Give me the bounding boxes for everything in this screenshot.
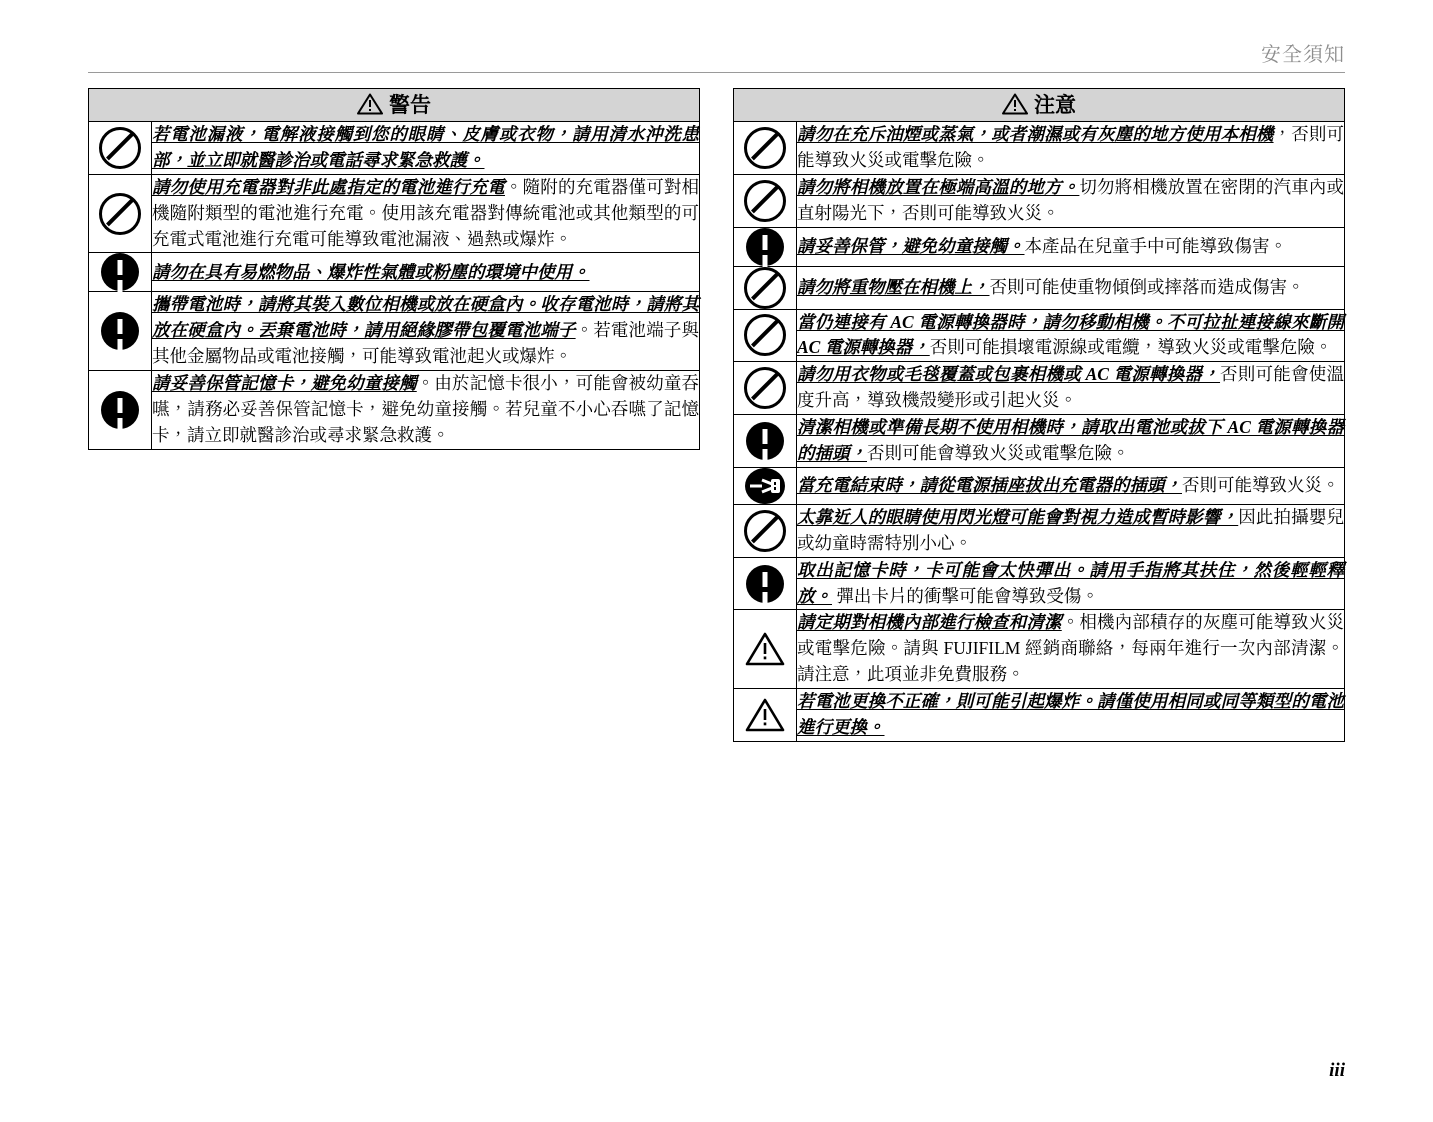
table-row: [734, 557, 1345, 610]
caution-bold-text: 太靠近人的眼睛使用閃光燈可能會對視力造成暫時影響，: [797, 506, 1239, 527]
warning-text-cell: [152, 122, 700, 175]
caution-table: [733, 88, 1345, 742]
warning-triangle-icon: [734, 689, 797, 742]
warning-triangle-icon: [357, 93, 383, 115]
caution-text-cell: [797, 266, 1345, 309]
caution-text-cell: [797, 362, 1345, 415]
table-row: [734, 610, 1345, 689]
caution-rest-text: 否則可能會導致火災或電擊危險。: [867, 443, 1130, 464]
prohibition-icon: [89, 174, 152, 253]
content-columns: [88, 88, 1345, 742]
warning-bold-text: 請勿使用充電器對非此處指定的電池進行充電: [152, 176, 505, 197]
warning-rest-text: 。隨附的充電器僅可對相機隨附類型的電池進行充電。使用該充電器對傳統電池或其他類型的可充電式電池進行充電可能導致電池漏液、過熱或爆炸。: [152, 176, 699, 249]
caution-rest-text: 否則可能會使溫度升高，導致機殼變形或引起火災。: [797, 364, 1345, 411]
mandatory-icon: [734, 557, 797, 610]
caution-text-cell: [797, 504, 1345, 557]
warning-text-cell: [152, 371, 700, 450]
mandatory-icon: [734, 227, 797, 266]
page-number: iii: [1329, 1060, 1345, 1081]
table-row: [734, 227, 1345, 266]
warning-caption-cell: [89, 89, 700, 122]
prohibition-icon: [734, 266, 797, 309]
table-row: [89, 122, 700, 175]
caution-text-cell: [797, 415, 1345, 468]
page-header: [88, 38, 1345, 74]
table-row: [734, 122, 1345, 175]
caution-bold-text: 當充電結束時，請從電源插座拔出充電器的插頭，: [797, 474, 1182, 495]
mandatory-icon: [89, 253, 152, 292]
table-row: [734, 266, 1345, 309]
caution-bold-text: 請勿用衣物或毛毯覆蓋或包裹相機或 AC 電源轉換器，: [797, 364, 1221, 385]
table-row: [89, 253, 700, 292]
header-title: 安全須知: [1261, 44, 1345, 66]
caution-rest-text: 否則可能使重物傾倒或摔落而造成傷害。: [989, 276, 1305, 297]
caution-bold-text: 請妥善保管，避免幼童接觸。: [797, 235, 1025, 256]
warning-caption-row: [89, 89, 700, 122]
caution-text-cell: [797, 557, 1345, 610]
table-row: [734, 174, 1345, 227]
warning-table: [88, 88, 700, 450]
table-row: [734, 467, 1345, 504]
caution-caption-cell: [734, 89, 1345, 122]
prohibition-icon: [734, 362, 797, 415]
caution-bold-text: 當仍連接有 AC 電源轉換器時，請勿移動相機。不可拉扯連接線來斷開 AC 電源轉換器，: [797, 311, 1344, 358]
caution-column: [733, 88, 1345, 742]
mandatory-icon: [89, 292, 152, 371]
caution-bold-text: 請定期對相機內部進行檢查和清潔: [797, 612, 1062, 633]
prohibition-icon: [734, 174, 797, 227]
caution-text-cell: [797, 174, 1345, 227]
warning-bold-text: 請妥善保管記憶卡，避免幼童接觸: [152, 373, 417, 394]
warning-caption-label: 警告: [389, 93, 431, 117]
prohibition-icon: [89, 122, 152, 175]
caution-caption-label: 注意: [1034, 93, 1076, 117]
mandatory-icon: [734, 415, 797, 468]
caution-rest-text: 否則可能損壞電源線或電纜，導致火災或電擊危險。: [929, 337, 1333, 358]
caution-bold-text: 清潔相機或準備長期不使用相機時，請取出電池或拔下 AC 電源轉換器的插頭，: [797, 417, 1344, 464]
header-divider: [88, 72, 1345, 73]
caution-text-cell: [797, 227, 1345, 266]
warning-bold-text: 攜帶電池時，請將其裝入數位相機或放在硬盒內。收存電池時，請將其放在硬盒內。丟棄電池時，請用絕緣膠帶包覆電池端子: [152, 294, 699, 341]
warning-triangle-icon: [1002, 93, 1028, 115]
warning-bold-text: 請勿在具有易燃物品、爆炸性氣體或粉塵的環境中使用。: [152, 261, 590, 282]
table-row: [89, 174, 700, 253]
prohibition-icon: [734, 122, 797, 175]
table-row: [89, 371, 700, 450]
warning-rest-text: 。由於記憶卡很小，可能會被幼童吞嚥，請務必妥善保管記憶卡，避免幼童接觸。若兒童不小心吞嚥了記憶卡，請立即就醫診治或尋求緊急救護。: [152, 373, 699, 445]
caution-bold-text: 若電池更換不正確，則可能引起爆炸。請僅使用相同或同等類型的電池進行更換。: [797, 691, 1344, 738]
caution-rest-text: ，否則可能導致火災或電擊危險。: [797, 124, 1345, 170]
caution-text-cell: [797, 309, 1345, 362]
caution-bold-text: 請勿將相機放置在極端高溫的地方。: [797, 176, 1080, 197]
caution-text-cell: [797, 122, 1345, 175]
caution-rest-text: 因此拍攝嬰兒或幼童時需特別小心。: [797, 506, 1344, 553]
caution-rest-text: 否則可能導致火災。: [1182, 474, 1340, 495]
table-row: [734, 415, 1345, 468]
warning-bold-text: 若電池漏液，電解液接觸到您的眼睛、皮膚或衣物，請用清水沖洗患部，並立即就醫診治或電話尋求緊急救護。: [152, 124, 699, 170]
caution-rest-text: 彈出卡片的衝擊可能會導致受傷。: [832, 585, 1099, 606]
table-row: [89, 292, 700, 371]
table-row: [734, 504, 1345, 557]
mandatory-icon: [89, 371, 152, 450]
warning-text-cell: [152, 292, 700, 371]
warning-triangle-icon: [734, 610, 797, 689]
caution-text-cell: [797, 610, 1345, 689]
caution-rest-text: 。相機內部積存的灰塵可能導致火災或電擊危險。請與 FUJIFILM 經銷商聯絡，每兩年進行一次內部清潔。請注意，此項並非免費服務。: [797, 612, 1344, 685]
caution-bold-text: 取出記憶卡時，卡可能會太快彈出。請用手指將其扶住，然後輕輕釋放。: [797, 559, 1344, 606]
caution-text-cell: [797, 467, 1345, 504]
caution-rest-text: 本產品在兒童手中可能導致傷害。: [1024, 235, 1287, 256]
table-row: [734, 309, 1345, 362]
prohibition-icon: [734, 309, 797, 362]
table-row: [734, 362, 1345, 415]
table-row: [734, 689, 1345, 742]
unplug-icon: [734, 467, 797, 504]
caution-bold-text: 請勿將重物壓在相機上，: [797, 276, 990, 297]
warning-column: [88, 88, 700, 742]
caution-rest-text: 切勿將相機放置在密閉的汽車內或直射陽光下，否則可能導致火災。: [797, 176, 1345, 223]
caution-text-cell: [797, 689, 1345, 742]
warning-text-cell: [152, 174, 700, 253]
warning-text-cell: [152, 253, 700, 292]
caution-caption-row: [734, 89, 1345, 122]
warning-rest-text: 。若電池端子與其他金屬物品或電池接觸，可能導致電池起火或爆炸。: [152, 320, 700, 367]
caution-bold-text: 請勿在充斥油煙或蒸氣，或者潮濕或有灰塵的地方使用本相機: [797, 124, 1274, 144]
prohibition-icon: [734, 504, 797, 557]
